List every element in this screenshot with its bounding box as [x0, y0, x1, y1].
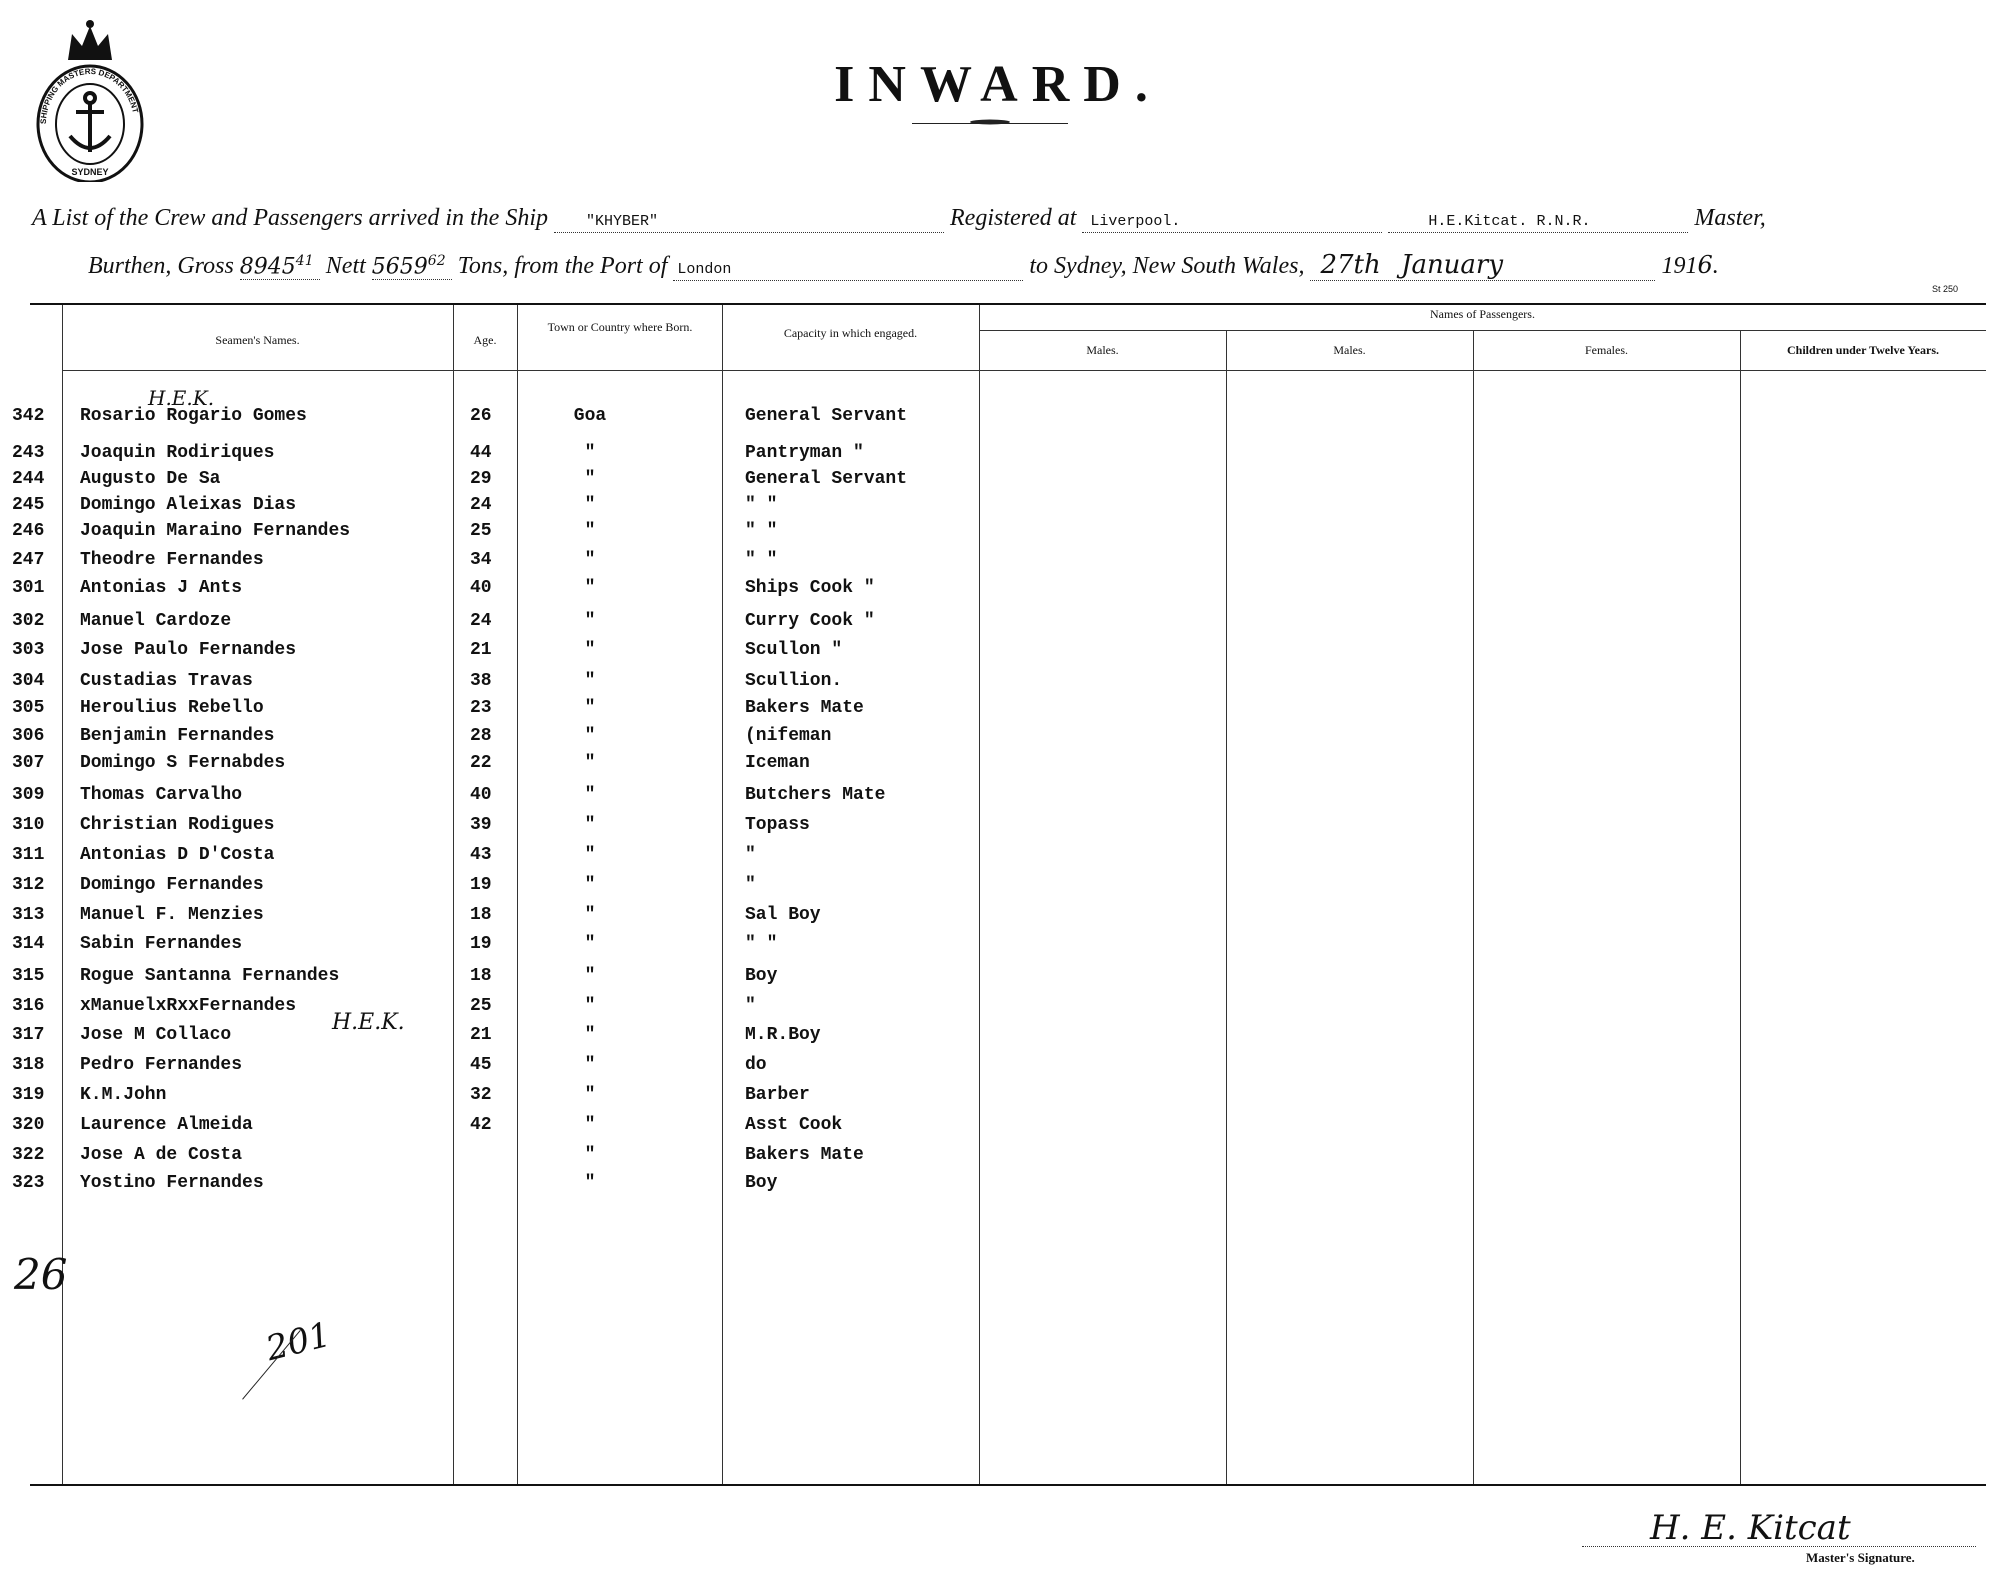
crew-birthplace: ": [584, 1055, 596, 1075]
ship-name-field: "KHYBER": [554, 205, 944, 233]
initials-annotation-top: H.E.K.: [148, 386, 215, 410]
crew-name: Laurence Almeida: [80, 1115, 253, 1135]
crew-name: Yostino Fernandes: [80, 1173, 264, 1193]
crew-name: Thomas Carvalho: [80, 785, 243, 805]
crew-name: Antonias D D'Costa: [80, 845, 275, 865]
crew-row: [0, 611, 1996, 639]
crew-row: [0, 406, 1996, 434]
crew-row: [0, 875, 1996, 903]
crew-number: 247: [12, 550, 45, 570]
crew-capacity: Sal Boy: [745, 905, 821, 925]
col-passengers: Names of Passengers.: [1430, 307, 1535, 321]
crew-birthplace: ": [584, 578, 596, 598]
crew-birthplace: ": [584, 1085, 596, 1105]
crew-birthplace: ": [584, 845, 596, 865]
crew-row: [0, 1055, 1996, 1083]
col-seamen-names: Seamen's Names.: [215, 333, 300, 347]
crew-name: Domingo S Fernabdes: [80, 753, 286, 773]
tally-annotation: 201: [262, 1314, 335, 1370]
crew-age: 23: [470, 698, 492, 718]
crew-birthplace: ": [584, 640, 596, 660]
crew-number: 312: [12, 875, 45, 895]
crew-capacity: ": [745, 845, 756, 865]
master-label: Master,: [1694, 205, 1766, 231]
crew-row: [0, 1173, 1996, 1201]
tons-from-label: Tons, from the Port of: [457, 253, 668, 279]
gross-tons-field: 8945$^{41}$: [240, 253, 320, 280]
crew-name: xManuelxRxxFernandes: [80, 996, 297, 1016]
crew-birthplace: ": [584, 1173, 596, 1193]
crew-name: Rosario Rogario Gomes: [80, 406, 307, 426]
crew-capacity: Butchers Mate: [745, 785, 886, 805]
col-males-1: Males.: [1086, 343, 1119, 357]
page-title: INWARD.: [834, 56, 1162, 113]
crew-row: [0, 1025, 1996, 1053]
crew-number: 302: [12, 611, 45, 631]
crew-age: 21: [470, 1025, 492, 1045]
crew-birthplace: ": [584, 875, 596, 895]
crew-capacity: do: [745, 1055, 767, 1075]
crew-capacity: " ": [745, 550, 778, 570]
crew-birthplace: ": [584, 785, 596, 805]
crew-birthplace: ": [584, 726, 596, 746]
crew-row: [0, 698, 1996, 726]
crew-number: 301: [12, 578, 45, 598]
crew-count-annotation: 26: [14, 1250, 68, 1299]
crew-row: [0, 495, 1996, 523]
seal-city: SYDNEY: [71, 167, 109, 177]
crew-name: Jose M Collaco: [80, 1025, 232, 1045]
crew-age: 19: [470, 934, 492, 954]
col-children: Children under Twelve Years.: [1786, 343, 1939, 357]
crew-capacity: Curry Cook ": [745, 611, 875, 631]
crew-age: 26: [470, 406, 492, 426]
crew-number: 311: [12, 845, 45, 865]
crew-capacity: Ships Cook ": [745, 578, 875, 598]
crew-age: 42: [470, 1115, 492, 1135]
crew-row: [0, 753, 1996, 781]
crew-name: Antonias J Ants: [80, 578, 243, 598]
crew-capacity: " ": [745, 521, 778, 541]
crew-capacity: ": [745, 996, 756, 1016]
crew-name: Joaquin Maraino Fernandes: [80, 521, 351, 541]
crew-row: [0, 726, 1996, 754]
crew-number: 316: [12, 996, 45, 1016]
crew-name: Pedro Fernandes: [80, 1055, 243, 1075]
crew-name: Augusto De Sa: [80, 469, 221, 489]
crew-capacity: Boy: [745, 966, 778, 986]
crew-number: 318: [12, 1055, 45, 1075]
col-capacity: Capacity in which engaged.: [783, 326, 918, 340]
crew-name: Manuel Cardoze: [80, 611, 232, 631]
svg-text:SHIPPING MASTERS DEPARTMENT: SHIPPING MASTERS DEPARTMENT: [38, 66, 140, 125]
crew-number: 246: [12, 521, 45, 541]
crew-capacity: Boy: [745, 1173, 778, 1193]
crew-birthplace: ": [584, 753, 596, 773]
title-ornament: [970, 120, 1010, 125]
crew-age: 40: [470, 785, 492, 805]
crew-name: Theodre Fernandes: [80, 550, 264, 570]
crew-birthplace: ": [584, 443, 596, 463]
year-prefix: 191: [1661, 253, 1698, 279]
crew-number: 304: [12, 671, 45, 691]
crew-row: [0, 1145, 1996, 1173]
crew-row: [0, 785, 1996, 813]
crew-birthplace: ": [584, 469, 596, 489]
crew-name: Jose A de Costa: [80, 1145, 243, 1165]
crew-number: 322: [12, 1145, 45, 1165]
crew-birthplace: ": [584, 521, 596, 541]
crew-capacity: Scullion.: [745, 671, 843, 691]
crew-age: 28: [470, 726, 492, 746]
crew-birthplace: ": [584, 611, 596, 631]
crew-name: Domingo Fernandes: [80, 875, 264, 895]
crew-number: 245: [12, 495, 45, 515]
crew-age: 24: [470, 611, 492, 631]
crew-row: [0, 443, 1996, 471]
crew-name: Custadias Travas: [80, 671, 253, 691]
crew-name: Joaquin Rodiriques: [80, 443, 275, 463]
crew-capacity: General Servant: [745, 469, 908, 489]
crew-row: [0, 550, 1996, 578]
crew-row: [0, 1085, 1996, 1113]
crew-birthplace: Goa: [573, 406, 607, 426]
crew-capacity: (nifeman: [745, 726, 832, 746]
crew-age: 34: [470, 550, 492, 570]
master-name-field: H.E.Kitcat. R.N.R.: [1388, 205, 1688, 233]
crew-birthplace: ": [584, 815, 596, 835]
header-line-1: [32, 205, 1766, 233]
crew-row: [0, 934, 1996, 962]
registered-label: Registered at: [950, 205, 1077, 231]
table-top-rule: [30, 303, 1986, 305]
crew-birthplace: ": [584, 698, 596, 718]
col-age: Age.: [473, 333, 497, 347]
header-line-2: Burthen, Gross 8945$^{41}$ Nett 5659$^{62}$ Tons, from the Port of London to Sydney, New South Wales, 27th January 1916.: [88, 250, 1719, 280]
crew-birthplace: ": [584, 1115, 596, 1135]
arrival-date-field: 27th January: [1310, 250, 1655, 281]
burthen-label: Burthen, Gross: [88, 253, 234, 279]
crew-row: [0, 905, 1996, 933]
crew-name: Heroulius Rebello: [80, 698, 264, 718]
crew-capacity: Bakers Mate: [745, 698, 864, 718]
crew-birthplace: ": [584, 934, 596, 954]
crew-number: 309: [12, 785, 45, 805]
crew-row: [0, 996, 1996, 1024]
crew-row: [0, 578, 1996, 606]
initials-annotation-mid: H.E.K.: [332, 1010, 405, 1035]
crew-row: [0, 671, 1996, 699]
form-code: St 250: [1932, 284, 1959, 294]
crew-row: [0, 640, 1996, 668]
crew-number: 306: [12, 726, 45, 746]
crew-capacity: Topass: [745, 815, 810, 835]
master-signature: H. E. Kitcat: [1650, 1508, 1851, 1548]
crew-row: [0, 966, 1996, 994]
crew-birthplace: ": [584, 1025, 596, 1045]
crew-age: 32: [470, 1085, 492, 1105]
registered-port-field: Liverpool.: [1082, 205, 1382, 233]
crew-name: Sabin Fernandes: [80, 934, 243, 954]
crew-capacity: " ": [745, 934, 778, 954]
col-males-2: Males.: [1333, 343, 1366, 357]
crew-row: [0, 845, 1996, 873]
table-bottom-rule: [30, 1484, 1986, 1486]
crew-name: Benjamin Fernandes: [80, 726, 275, 746]
crew-age: 18: [470, 905, 492, 925]
crew-number: 317: [12, 1025, 45, 1045]
crew-number: 323: [12, 1173, 45, 1193]
crew-birthplace: ": [584, 996, 596, 1016]
crew-birthplace: ": [584, 495, 596, 515]
crew-birthplace: ": [584, 550, 596, 570]
crew-age: 44: [470, 443, 492, 463]
crew-number: 310: [12, 815, 45, 835]
header-divider: [62, 370, 1986, 371]
crew-capacity: Pantryman ": [745, 443, 864, 463]
crew-number: 314: [12, 934, 45, 954]
crew-age: 39: [470, 815, 492, 835]
nett-label: Nett: [325, 253, 366, 279]
crew-age: 40: [470, 578, 492, 598]
crew-number: 315: [12, 966, 45, 986]
crew-number: 305: [12, 698, 45, 718]
crew-number: 342: [12, 406, 45, 426]
crew-number: 320: [12, 1115, 45, 1135]
crew-name: K.M.John: [80, 1085, 167, 1105]
col-town-born: Town or Country where Born.: [547, 320, 693, 334]
port-from-field: London: [673, 253, 1023, 281]
crew-age: 25: [470, 996, 492, 1016]
crew-capacity: ": [745, 875, 756, 895]
crew-age: 21: [470, 640, 492, 660]
crew-age: 38: [470, 671, 492, 691]
ship-list-prefix: A List of the Crew and Passengers arrived in the Ship: [32, 205, 548, 231]
crew-birthplace: ": [584, 671, 596, 691]
col-females: Females.: [1585, 343, 1628, 357]
crew-row: [0, 1115, 1996, 1143]
crew-age: 19: [470, 875, 492, 895]
crew-birthplace: ": [584, 1145, 596, 1165]
crew-capacity: Bakers Mate: [745, 1145, 864, 1165]
master-signature-label: Master's Signature.: [1806, 1550, 1915, 1565]
crew-capacity: M.R.Boy: [745, 1025, 821, 1045]
crew-capacity: " ": [745, 495, 778, 515]
crew-age: 24: [470, 495, 492, 515]
crew-name: Jose Paulo Fernandes: [80, 640, 297, 660]
crew-age: 25: [470, 521, 492, 541]
crew-age: 43: [470, 845, 492, 865]
crew-capacity: Iceman: [745, 753, 810, 773]
crew-birthplace: ": [584, 905, 596, 925]
crew-number: 313: [12, 905, 45, 925]
crew-capacity: Barber: [745, 1085, 810, 1105]
crew-age: 22: [470, 753, 492, 773]
crew-name: Domingo Aleixas Dias: [80, 495, 297, 515]
crew-row: [0, 521, 1996, 549]
crew-number: 307: [12, 753, 45, 773]
crew-number: 243: [12, 443, 45, 463]
crew-capacity: Asst Cook: [745, 1115, 843, 1135]
nett-tons-field: 5659$^{62}$: [372, 253, 452, 280]
crew-name: Manuel F. Menzies: [80, 905, 264, 925]
crew-age: 45: [470, 1055, 492, 1075]
crew-birthplace: ": [584, 966, 596, 986]
to-sydney-label: to Sydney, New South Wales,: [1029, 253, 1305, 279]
crew-row: [0, 815, 1996, 843]
crew-age: 29: [470, 469, 492, 489]
crew-capacity: General Servant: [745, 406, 908, 426]
passengers-subrule: [980, 330, 1986, 331]
crew-age: 18: [470, 966, 492, 986]
crew-number: 319: [12, 1085, 45, 1105]
crew-name: Rogue Santanna Fernandes: [80, 966, 340, 986]
crew-capacity: Scullon ": [745, 640, 843, 660]
crown-icon: [68, 20, 112, 60]
crew-number: 244: [12, 469, 45, 489]
crew-row: [0, 469, 1996, 497]
crew-number: 303: [12, 640, 45, 660]
year-digit: 6: [1697, 251, 1713, 279]
crew-name: Christian Rodigues: [80, 815, 275, 835]
